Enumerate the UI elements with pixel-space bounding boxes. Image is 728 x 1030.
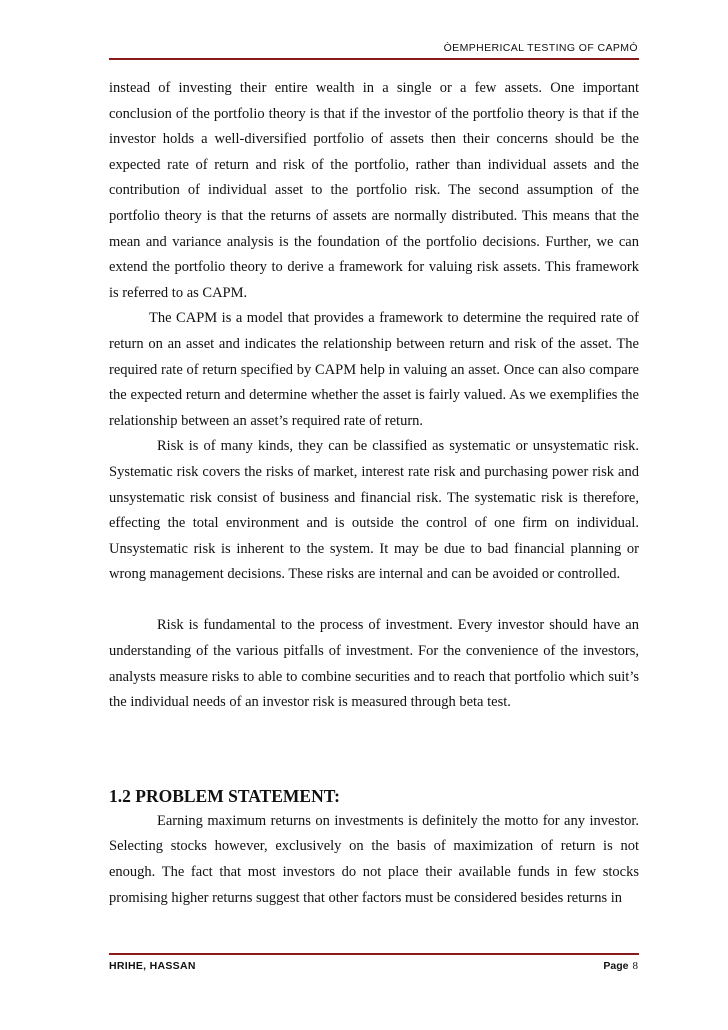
page-number: 8 xyxy=(632,960,638,972)
footer-author: HRIHE, HASSAN xyxy=(109,960,196,972)
page-label: Page xyxy=(603,960,629,972)
body-text xyxy=(109,76,639,911)
paragraph-capm: The CAPM is a model that provides a framework to determine the required rate of return on an asset and indicates the relationship between return and risk of the asset. The required rate of return specified by CAPM help in valuing an asset. Once can also compare the expected return and determine whether the asset is fairly valued. As we exemplifies the relationship between an asset’s required rate of return. xyxy=(109,310,639,429)
running-header: ÒEMPHERICAL TESTING OF CAPMÓ xyxy=(443,42,638,54)
paragraph-risk-fundamental: Risk is fundamental to the process of investment. Every investor should have an understanding of the various pitfalls of investment. For the convenience of the investors, analysts measure risks to able to combine securities and to reach that portfolio which suit’s the individual needs of an investor risk is measured through beta test. xyxy=(109,617,639,711)
header-rule xyxy=(109,58,639,60)
paragraph-spacer xyxy=(109,588,639,614)
paragraph-problem-statement: Earning maximum returns on investments is definitely the motto for any investor. Selecting stocks however, exclusively on the basis of maximization of return is not enough. The fact that most investors do not place their available funds in few stocks promising higher returns suggest that other factors must be considered besides returns in xyxy=(109,812,639,906)
footer-rule xyxy=(109,953,639,955)
section-heading: 1.2 PROBLEM STATEMENT: xyxy=(109,785,340,806)
footer-page xyxy=(603,960,638,972)
section-spacer xyxy=(109,716,639,783)
paragraph-portfolio-theory: instead of investing their entire wealth in a single or a few assets. One important conclusion of the portfolio theory is that if the investor of the portfolio theory is that if the investor holds a well-diversified portfolio of assets then their concerns should be the expected rate of return and risk of the portfolio, rather than individual assets and the contribution of individual asset to the portfolio risk. The second assumption of the portfolio theory is that the returns of assets are normally distributed. This means that the mean and variance analysis is the foundation of the portfolio decisions. Further, we can extend the portfolio theory to derive a framework for valuing risk assets. This framework is referred to as CAPM. xyxy=(109,80,639,301)
paragraph-risk-kinds: Risk is of many kinds, they can be classified as systematic or unsystematic risk. Systematic risk covers the risks of market, interest rate risk and purchasing power risk and unsystematic risk consist of business and financial risk. The systematic risk is therefore, effecting the total environment and is outside the control of one firm on individual. Unsystematic risk is inherent to the system. It may be due to bad financial planning or wrong management decisions. These risks are internal and can be avoided or controlled. xyxy=(109,438,639,583)
